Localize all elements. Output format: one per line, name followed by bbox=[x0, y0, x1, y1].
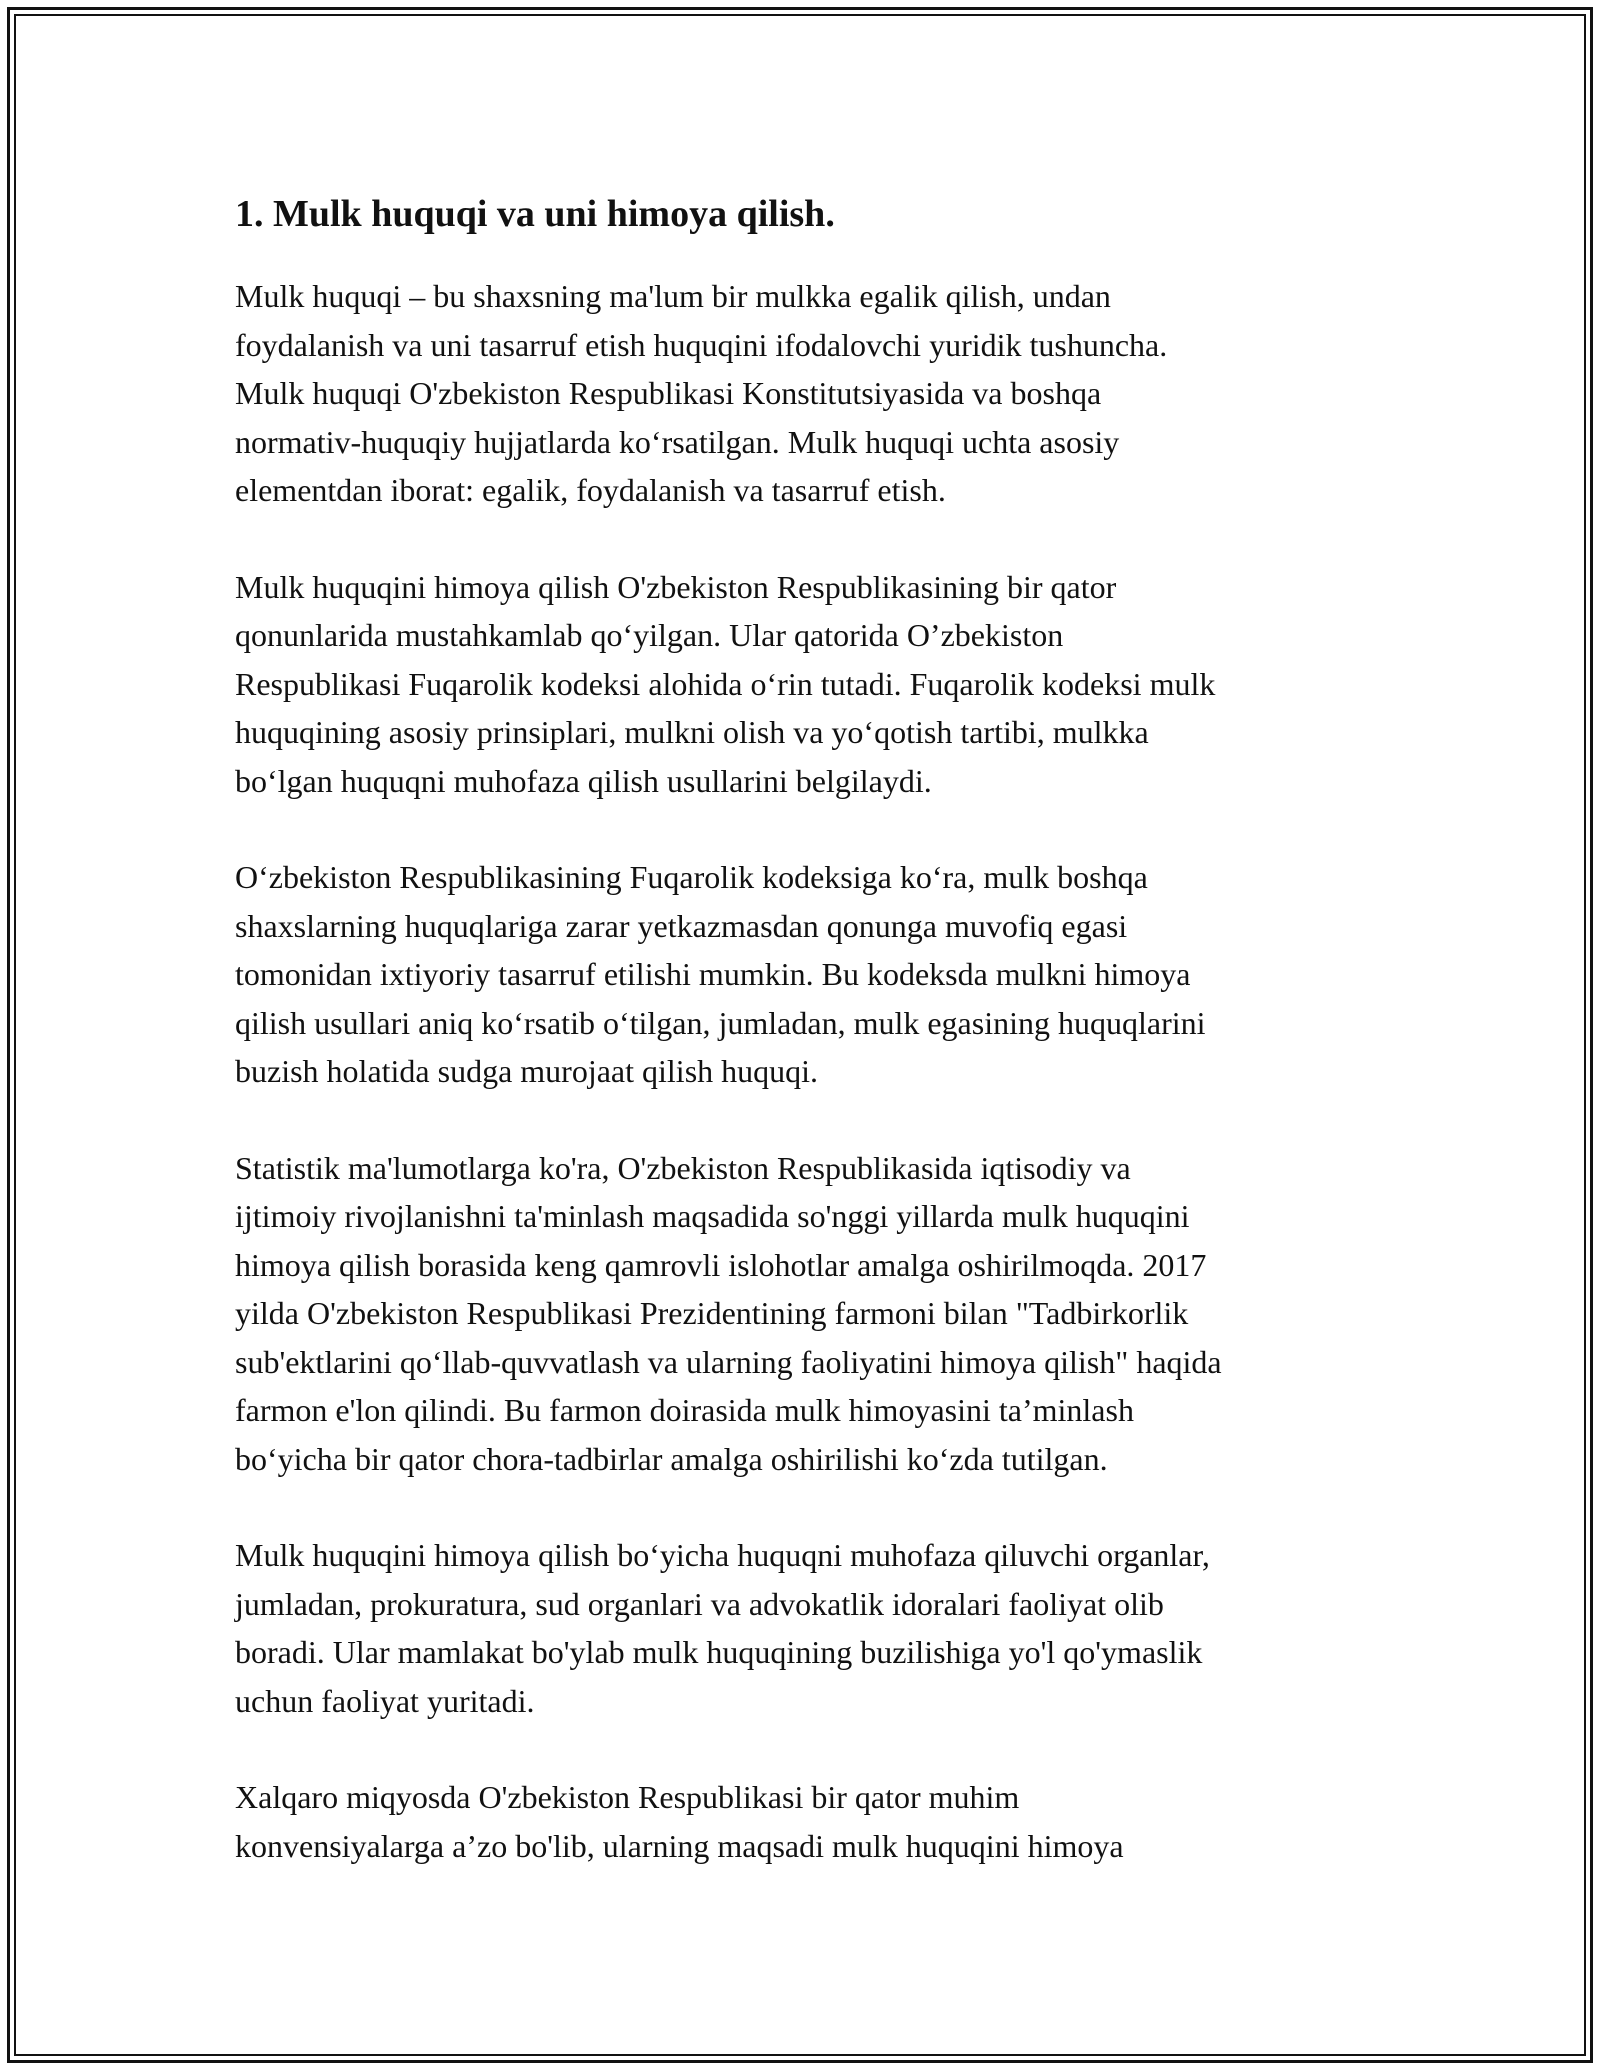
text-line: buzish holatida sudga murojaat qilish huquqi. bbox=[235, 1053, 819, 1089]
text-line: normativ-huquqiy hujjatlarda koʻrsatilgan. Mulk huquqi uchta asosiy bbox=[235, 423, 1120, 460]
text-line: konvensiyalarga a’zo bo'lib, ularning maqsadi mulk huquqini himoya bbox=[235, 1827, 1124, 1864]
text-line: boradi. Ular mamlakat bo'ylab mulk huquqining buzilishiga yo'l qo'ymaslik bbox=[235, 1634, 1203, 1670]
text-line: boʻlgan huquqni muhofaza qilish usullarini belgilaydi. bbox=[235, 762, 932, 799]
paragraph-1 bbox=[235, 272, 1395, 515]
text-line: Oʻzbekiston Respublikasining Fuqarolik kodeksiga koʻra, mulk boshqa bbox=[235, 859, 1148, 895]
text-line: shaxslarning huquqlariga zarar yetkazmasdan qonunga muvofiq egasi bbox=[235, 907, 1128, 944]
paragraph-3 bbox=[235, 853, 1395, 1096]
text-line: Respublikasi Fuqarolik kodeksi alohida oʻrin tutadi. Fuqarolik kodeksi mulk bbox=[235, 665, 1216, 702]
text-line: Mulk huquqini himoya qilish O'zbekiston Respublikasining bir qator bbox=[235, 568, 1117, 605]
text-line: himoya qilish borasida keng qamrovli islohotlar amalga oshirilmoqda. 2017 bbox=[235, 1246, 1207, 1283]
text-line: Mulk huquqi O'zbekiston Respublikasi Konstitutsiyasida va boshqa bbox=[235, 375, 1102, 411]
section-heading: 1. Mulk huquqi va uni himoya qilish. bbox=[235, 193, 835, 235]
text-line: foydalanish va uni tasarruf etish huquqini ifodalovchi yuridik tushuncha. bbox=[235, 326, 1168, 363]
paragraph-2 bbox=[235, 563, 1395, 806]
paragraph-4 bbox=[235, 1144, 1395, 1484]
text-line: Mulk huquqini himoya qilish boʻyicha huquqni muhofaza qiluvchi organlar, bbox=[235, 1537, 1210, 1573]
paragraph-6 bbox=[235, 1773, 1395, 1870]
text-line: huquqining asosiy prinsiplari, mulkni olish va yoʻqotish tartibi, mulkka bbox=[235, 714, 1149, 750]
text-line: elementdan iborat: egalik, foydalanish va tasarruf etish. bbox=[235, 472, 946, 508]
text-line: farmon e'lon qilindi. Bu farmon doirasida mulk himoyasini ta’minlash bbox=[235, 1392, 1134, 1428]
text-line: Xalqaro miqyosda O'zbekiston Respublikasi bir qator muhim bbox=[235, 1779, 1020, 1815]
text-line: boʻyicha bir qator chora-tadbirlar amalga oshirilishi koʻzda tutilgan. bbox=[235, 1440, 1108, 1477]
text-line: qonunlarida mustahkamlab qoʻyilgan. Ular qatorida O’zbekiston bbox=[235, 617, 1064, 653]
text-line: ijtimoiy rivojlanishni ta'minlash maqsadida so'nggi yillarda mulk huquqini bbox=[235, 1198, 1190, 1234]
text-line: tomonidan ixtiyoriy tasarruf etilishi mumkin. Bu kodeksda mulkni himoya bbox=[235, 956, 1191, 992]
text-line: sub'ektlarini qoʻllab-quvvatlash va ularning faoliyatini himoya qilish" haqida bbox=[235, 1343, 1222, 1380]
text-line: uchun faoliyat yuritadi. bbox=[235, 1682, 535, 1719]
paragraph-5 bbox=[235, 1531, 1395, 1725]
text-line: jumladan, prokuratura, sud organlari va advokatlik idoralari faoliyat olib bbox=[235, 1585, 1164, 1622]
text-line: Mulk huquqi – bu shaxsning ma'lum bir mulkka egalik qilish, undan bbox=[235, 278, 1111, 314]
text-line: yilda O'zbekiston Respublikasi Prezidentining farmoni bilan "Tadbirkorlik bbox=[235, 1295, 1189, 1331]
text-line: qilish usullari aniq koʻrsatib oʻtilgan, jumladan, mulk egasining huquqlarini bbox=[235, 1004, 1206, 1041]
text-line: Statistik ma'lumotlarga ko'ra, O'zbekiston Respublikasida iqtisodiy va bbox=[235, 1149, 1131, 1186]
document-body bbox=[235, 186, 1395, 1918]
